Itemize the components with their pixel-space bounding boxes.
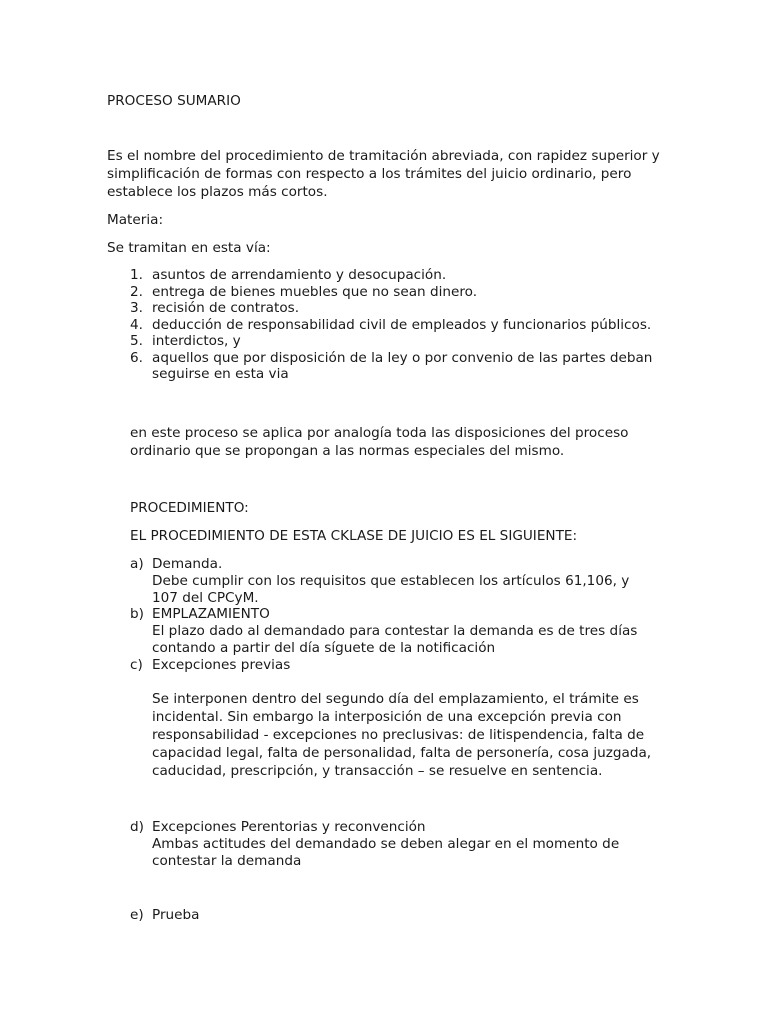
list-item [130,350,690,383]
list-item-text: entrega de bienes muebles que no sean dinero. [152,283,478,300]
list-number: 3. [130,300,143,316]
paso-title: EMPLAZAMIENTO [152,606,270,622]
intro-paragraph: Es el nombre del procedimiento de tramitación abreviada, con rapidez superior y simplificación de formas con respecto a los trámites del juicio ordinario, pero establece los plazos más cortos. [107,148,660,200]
paso-body: Ambas actitudes del demandado se deben alegar en el momento de contestar la demanda [152,835,620,869]
materias-list [130,267,690,383]
paso-title: Demanda. [152,556,223,572]
list-letter: a) [130,556,144,572]
paso-title: Prueba [152,907,200,923]
list-item-text: aquellos que por disposición de la ley o por convenio de las partes deban seguirse en esta via [152,349,653,382]
document-title: PROCESO SUMARIO [107,93,241,109]
list-number: 4. [130,316,143,333]
paso-title: Excepciones previas [152,657,291,673]
paso-body: Se interponen dentro del segundo día del emplazamiento, el trámite es incidental. Sin embargo la interposición de una excepción previa con responsabilidad - excepciones no preclusivas: de litispendencia, falta de capacidad legal, falta de personalidad, falta de personería, cosa juzgada, caducidad, prescripción, y transacción – se resuelve en sentencia. [152,691,652,779]
list-number: 6. [130,349,143,366]
list-item [130,284,690,301]
list-number: 5. [130,333,143,349]
list-item [130,333,690,350]
paso-title: Excepciones Perentorias y reconvención [152,819,426,835]
list-letter: d) [130,819,144,835]
paso-body: El plazo dado al demandado para contestar la demanda es de tres días contando a partir del día síguete de la notificación [152,622,638,656]
procedimiento-intro: EL PROCEDIMIENTO DE ESTA CKLASE DE JUICIO ES EL SIGUIENTE: [130,528,578,544]
tramitan-label: Se tramitan en esta vía: [107,240,271,256]
list-letter: b) [130,606,144,622]
procedimiento-label: PROCEDIMIENTO: [130,500,249,516]
list-letter: e) [130,907,144,923]
list-item-text: interdictos, y [152,333,241,349]
list-item-text: asuntos de arrendamiento y desocupación. [152,267,447,283]
paso-emplazamiento [130,606,690,656]
list-item [130,317,690,334]
paso-body: Debe cumplir con los requisitos que establecen los artículos 61,106, y 107 del CPCyM. [152,572,630,606]
list-item-text: deducción de responsabilidad civil de empleados y funcionarios públicos. [152,316,652,333]
analogia-paragraph: en este proceso se aplica por analogía toda las disposiciones del proceso ordinario que se propongan a las normas especiales del mismo. [130,425,629,459]
list-item [130,267,690,284]
list-item [130,300,690,317]
list-number: 2. [130,283,143,300]
paso-excepciones-perentorias [130,819,690,869]
paso-prueba [130,907,690,924]
list-item-text: recisión de contratos. [152,300,300,316]
paso-excepciones-previas [130,657,690,674]
materia-label: Materia: [107,212,164,228]
list-number: 1. [130,267,143,283]
paso-demanda [130,556,690,606]
list-letter: c) [130,657,143,673]
